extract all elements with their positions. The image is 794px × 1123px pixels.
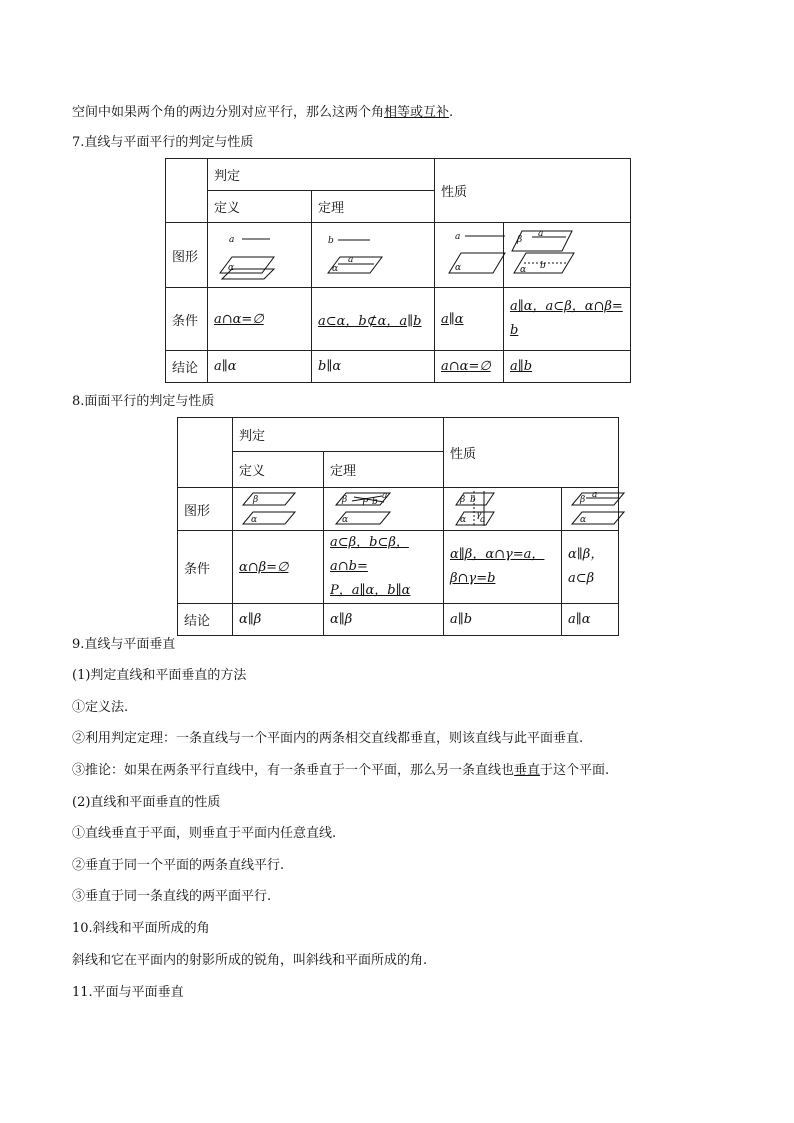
condition-text: a⊂β，b⊂β，a∩b= <box>330 535 409 574</box>
line-plane-figure <box>441 223 510 287</box>
figure-cell <box>312 223 435 288</box>
plane-plane-figure <box>450 488 568 530</box>
row-label-figure: 图形 <box>178 488 233 531</box>
conclusion-text: α∥β <box>324 604 444 636</box>
svg-text:α: α <box>455 263 462 273</box>
svg-text:α: α <box>228 263 235 273</box>
svg-text:a: a <box>382 491 388 501</box>
svg-text:a: a <box>229 235 235 245</box>
subheading: (1)判定直线和平面垂直的方法 <box>72 668 247 683</box>
svg-text:α: α <box>251 515 258 525</box>
header-panding: 判定 <box>233 418 444 452</box>
svg-text:a: a <box>538 229 544 239</box>
header-dingyi: 定义 <box>233 452 324 488</box>
header-dingli: 定理 <box>324 452 444 488</box>
svg-text:α: α <box>580 515 587 525</box>
list-item: ①直线垂直于平面，则垂直于平面内任意直线. <box>72 826 337 841</box>
conclusion-text: a∥b <box>444 604 562 636</box>
line-plane-figure <box>318 223 441 287</box>
row-label-condition: 条件 <box>166 288 208 351</box>
svg-text:a: a <box>455 232 461 242</box>
paragraph: 斜线和它在平面内的射影所成的锐角，叫斜线和平面所成的角. <box>72 953 428 968</box>
plane-plane-figure <box>330 488 450 530</box>
svg-text:b: b <box>540 261 546 271</box>
figure-cell <box>504 223 631 288</box>
svg-text:a: a <box>480 515 486 525</box>
svg-text:P: P <box>362 498 369 508</box>
svg-text:b: b <box>328 236 334 246</box>
condition-text: a∥α <box>441 311 464 327</box>
svg-text:β: β <box>342 495 348 505</box>
header-dingli: 定理 <box>312 191 435 223</box>
figure-cell <box>562 488 619 531</box>
svg-text:β: β <box>460 495 466 505</box>
intro-line: 空间中如果两个角的两边分别对应平行，那么这两个角相等或互补. <box>72 105 454 120</box>
list-item: ①定义法. <box>72 700 129 715</box>
intro-answer: 相等或互补 <box>384 105 450 120</box>
row-label-conclusion: 结论 <box>166 351 208 383</box>
condition-text: α∩β=∅ <box>239 559 289 575</box>
header-xingzhi: 性质 <box>435 159 631 223</box>
svg-text:a: a <box>348 255 354 265</box>
row-label-figure: 图形 <box>166 223 208 288</box>
conclusion-text: α∥β <box>233 604 324 636</box>
figure-cell <box>444 488 562 531</box>
list-item: ②垂直于同一个平面的两条直线平行. <box>72 858 285 873</box>
condition-text: b <box>510 323 519 338</box>
svg-text:β: β <box>580 495 586 505</box>
svg-text:α: α <box>460 515 467 525</box>
condition-text: β∩γ=b <box>450 571 496 586</box>
line-plane-figure <box>510 223 637 287</box>
list-item: ③推论：如果在两条平行直线中，有一条垂直于一个平面，那么另一条直线也垂直于这个平面. <box>72 763 610 778</box>
table-line-plane-parallel <box>165 158 631 383</box>
svg-text:b: b <box>372 497 378 507</box>
figure-cell <box>208 223 312 288</box>
section-9-heading: 9.直线与平面垂直 <box>72 637 176 652</box>
section-8-heading: 8.面面平行的判定与性质 <box>72 394 215 409</box>
plane-plane-figure <box>568 488 625 530</box>
answer-underline: 垂直 <box>514 763 541 778</box>
condition-text: a∩α=∅ <box>214 311 264 327</box>
header-panding: 判定 <box>208 159 435 191</box>
condition-text: α∥β， <box>568 547 604 562</box>
header-xingzhi: 性质 <box>444 418 619 488</box>
subheading: (2)直线和平面垂直的性质 <box>72 795 221 810</box>
row-label-conclusion: 结论 <box>178 604 233 636</box>
conclusion-text: b∥α <box>312 351 435 383</box>
svg-text:β: β <box>253 495 259 505</box>
figure-cell <box>233 488 324 531</box>
svg-text:α: α <box>342 515 349 525</box>
section-10-heading: 10.斜线和平面所成的角 <box>72 921 210 936</box>
section-11-heading: 11.平面与平面垂直 <box>72 985 184 1000</box>
plane-plane-figure <box>239 488 330 530</box>
conclusion-text: a∩α=∅ <box>441 359 491 374</box>
svg-text:a: a <box>592 490 598 500</box>
svg-text:α: α <box>332 264 339 274</box>
condition-text: α∥β，α∩γ=a， <box>450 547 545 562</box>
svg-text:γ: γ <box>476 510 482 520</box>
condition-text: a∥α，a⊂β，α∩β= <box>510 299 623 314</box>
condition-text: a⊂β <box>568 571 595 586</box>
condition-text: P，a∥α，b∥α <box>330 583 411 598</box>
conclusion-text: a∥b <box>510 359 533 374</box>
svg-text:β: β <box>517 235 523 245</box>
svg-text:b: b <box>470 495 476 505</box>
intro-text: 空间中如果两个角的两边分别对应平行，那么这两个角 <box>72 105 385 120</box>
table-plane-plane-parallel <box>177 417 619 636</box>
header-dingyi: 定义 <box>208 191 312 223</box>
condition-text: a⊂α，b⊄α，a∥b <box>318 313 422 329</box>
conclusion-text: a∥α <box>208 351 312 383</box>
section-7-heading: 7.直线与平面平行的判定与性质 <box>72 135 254 150</box>
list-item: ③垂直于同一条直线的两平面平行. <box>72 889 272 904</box>
svg-text:α: α <box>520 265 527 275</box>
figure-cell <box>324 488 444 531</box>
line-plane-figure <box>214 223 318 287</box>
list-item: ②利用判定定理：一条直线与一个平面内的两条相交直线都垂直，则该直线与此平面垂直. <box>72 731 584 746</box>
row-label-condition: 条件 <box>178 531 233 604</box>
figure-cell <box>435 223 504 288</box>
conclusion-text: a∥α <box>562 604 619 636</box>
